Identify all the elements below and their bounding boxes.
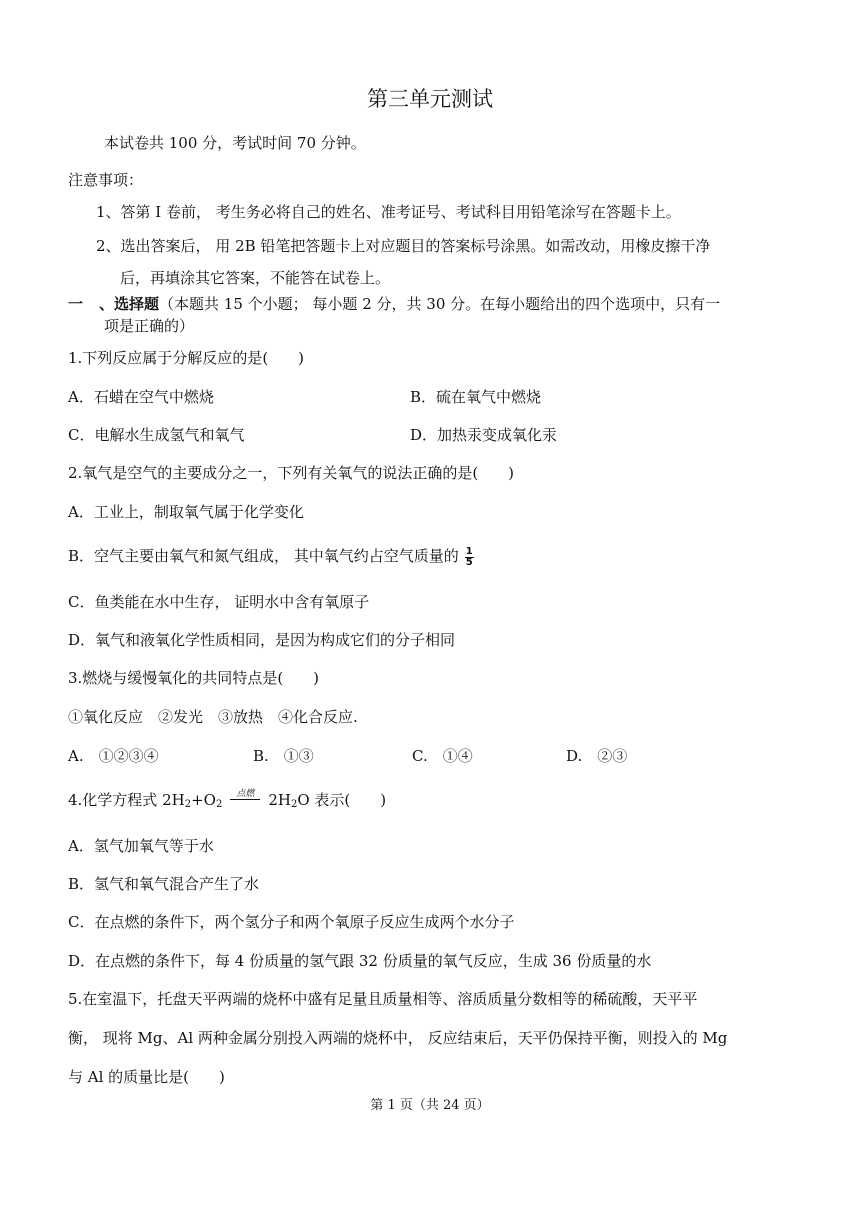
- subscript: 2: [290, 799, 298, 810]
- page-title: 第三单元测试: [367, 87, 493, 111]
- question-4-stem: [68, 790, 386, 815]
- equation-reactant-h: 4.化学方程式 2H: [68, 791, 185, 809]
- question-1-stem: 1.下列反应属于分解反应的是( ): [68, 349, 305, 367]
- equation-reactant-o: +O: [191, 791, 216, 809]
- question-5-line-2: 衡， 现将 Mg、Al 两种金属分别投入两端的烧杯中， 反应结束后，天平仍保持平衡，则投入的 Mg: [68, 1029, 728, 1047]
- question-1-option-a: A．石蜡在空气中燃烧: [68, 388, 214, 406]
- subscript: 2: [215, 799, 223, 810]
- question-4-option-d: D．在点燃的条件下，每 4 份质量的氢气跟 32 份质量的氧气反应，生成 36 份质量的水: [68, 952, 652, 970]
- section-number: 一: [68, 295, 84, 313]
- question-3-option-b: B. ①③: [253, 747, 314, 765]
- question-1-option-b: B．硫在氧气中燃烧: [410, 388, 542, 406]
- page-footer: 第 1 页（共 24 页）: [370, 1098, 490, 1113]
- question-3-option-a: A. ①②③④: [68, 747, 159, 765]
- one-fifth-fraction: [465, 547, 474, 568]
- equation-product: 2H: [268, 791, 291, 809]
- question-2-stem: 2.氧气是空气的主要成分之一，下列有关氧气的说法正确的是( ): [68, 464, 515, 482]
- question-5-line-1: 5.在室温下，托盘天平两端的烧杯中盛有足量且质量相等、溶质质量分数相等的稀硫酸，天平平: [68, 990, 698, 1008]
- question-2-option-a: A．工业上，制取氧气属于化学变化: [68, 503, 304, 521]
- question-3-option-d: D. ②③: [566, 747, 628, 765]
- question-2-option-d: D．氧气和液氧化学性质相同，是因为构成它们的分子相同: [68, 631, 456, 649]
- question-2-option-b-text: B．空气主要由氧气和氮气组成， 其中氧气约占空气质量的: [68, 547, 459, 565]
- note-2: 2、选出答案后， 用 2B 铅笔把答题卡上对应题目的答案标号涂黑。如需改动，用橡皮擦干净: [96, 237, 711, 255]
- question-3-items: ①氧化反应 ②发光 ③放热 ④化合反应.: [68, 708, 358, 726]
- question-2-option-c: C．鱼类能在水中生存， 证明水中含有氧原子: [68, 593, 370, 611]
- question-4-stem-end: O 表示( ): [297, 791, 387, 809]
- question-3-stem: 3.燃烧与缓慢氧化的共同特点是( ): [68, 669, 320, 687]
- question-4-option-c: C．在点燃的条件下，两个氢分子和两个氧原子反应生成两个水分子: [68, 913, 515, 931]
- reaction-arrow: [230, 789, 260, 800]
- note-2-continued: 后，再填涂其它答案，不能答在试卷上。: [120, 269, 391, 287]
- reaction-bar: [230, 799, 260, 800]
- question-5-line-3: 与 Al 的质量比是( ): [68, 1068, 225, 1086]
- notes-heading: 注意事项：: [68, 171, 144, 189]
- question-1-option-d: D．加热汞变成氧化汞: [410, 426, 558, 444]
- section-name: 、选择题: [99, 295, 160, 313]
- question-4-option-a: A．氢气加氧气等于水: [68, 837, 214, 855]
- reaction-condition: 点燃: [236, 788, 255, 799]
- fraction-numerator: 1: [465, 545, 473, 557]
- question-3-option-c: C. ①④: [412, 747, 473, 765]
- section-heading: [68, 294, 720, 314]
- exam-intro: 本试卷共 100 分，考试时间 70 分钟。: [104, 134, 366, 152]
- question-1-option-c: C．电解水生成氢气和氧气: [68, 426, 245, 444]
- fraction-denominator: 5: [465, 556, 473, 568]
- note-1: 1、答第 I 卷前， 考生务必将自己的姓名、准考证号、考试科目用铅笔涂写在答题卡上。: [96, 203, 681, 221]
- section-description: （本题共 15 个小题； 每小题 2 分，共 30 分。在每小题给出的四个选项中，只有一: [159, 295, 721, 313]
- subscript: 2: [184, 799, 192, 810]
- question-2-option-b: [68, 546, 474, 568]
- section-description-continued: 项是正确的）: [104, 317, 195, 335]
- question-4-option-b: B．氢气和氧气混合产生了水: [68, 875, 260, 893]
